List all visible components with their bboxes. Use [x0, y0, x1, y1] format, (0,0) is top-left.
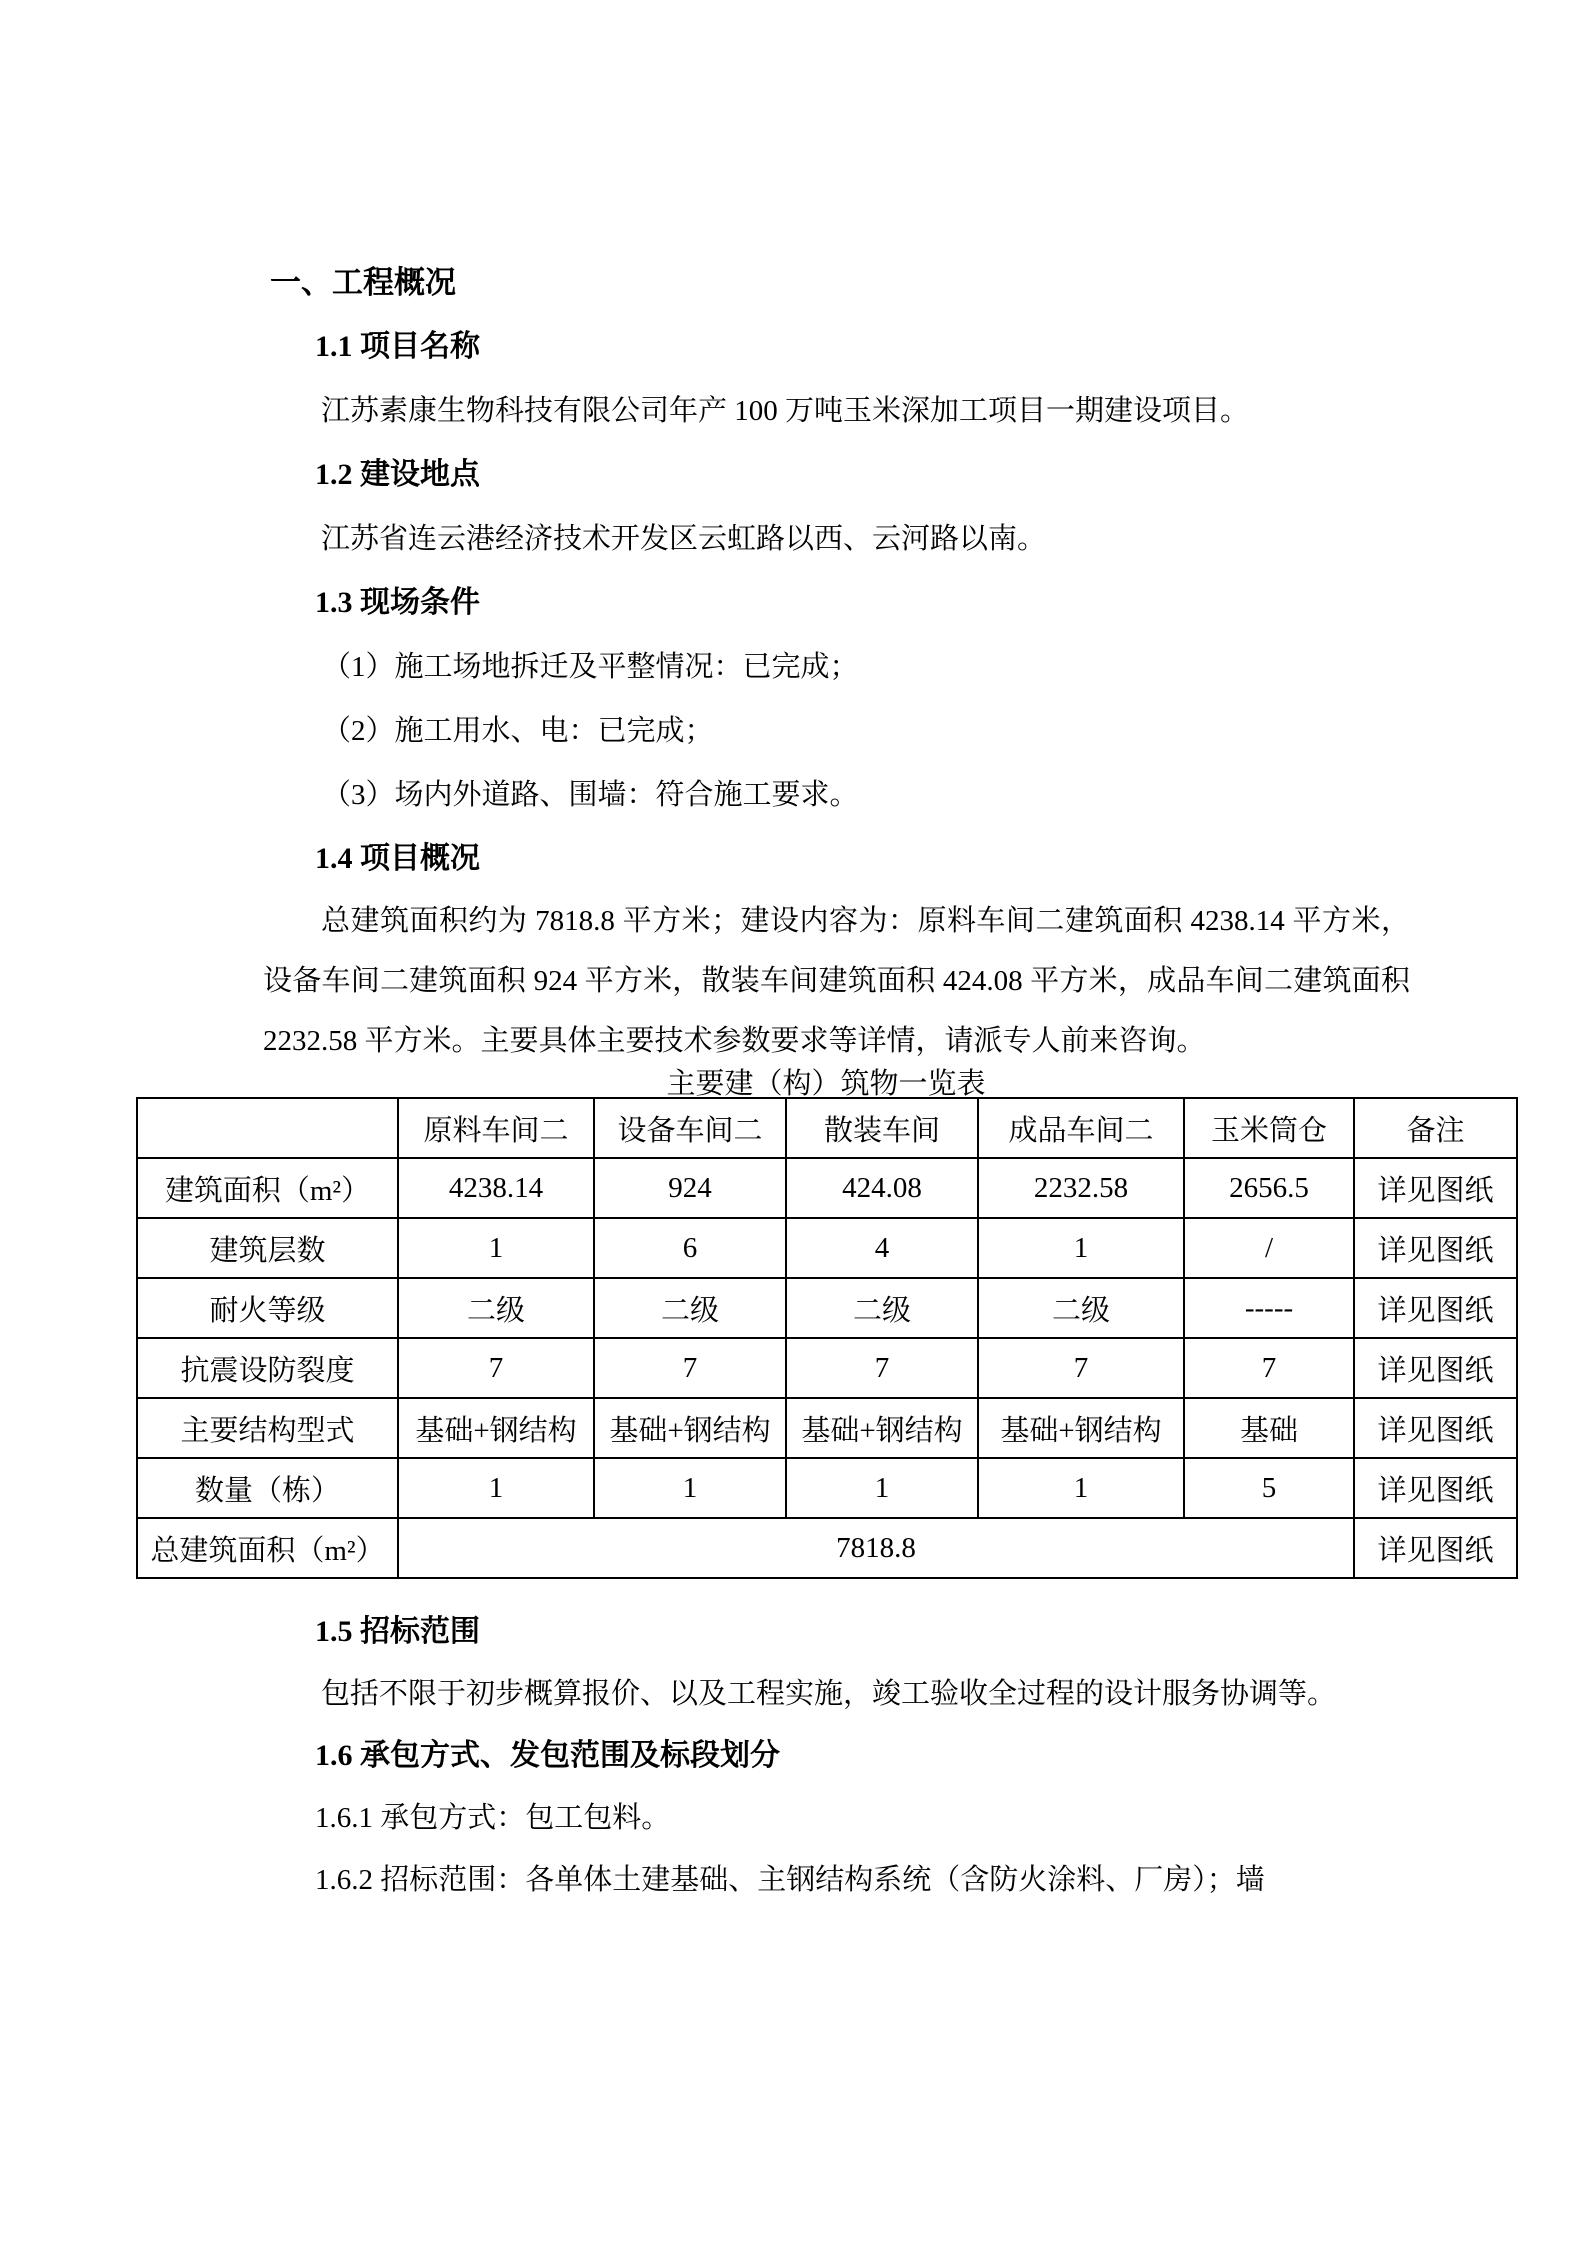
table-row: [137, 1158, 1517, 1218]
table-cell: 6: [594, 1218, 786, 1278]
table-row: [137, 1338, 1517, 1398]
site-condition-item-1: （1）施工场地拆迁及平整情况：已完成；: [322, 651, 859, 683]
paragraph-location: 江苏省连云港经济技术开发区云虹路以西、云河路以南。: [321, 523, 1047, 555]
table-cell: 基础: [1184, 1398, 1354, 1458]
table-cell: 7: [398, 1338, 594, 1398]
table-note-cell: 详见图纸: [1354, 1398, 1517, 1458]
table-row: [137, 1398, 1517, 1458]
paragraph-bid-scope: 包括不限于初步概算报价、以及工程实施，竣工验收全过程的设计服务协调等。: [321, 1678, 1337, 1710]
section-heading-1-2: 1.2 建设地点: [315, 458, 480, 491]
table-note-cell: 详见图纸: [1354, 1278, 1517, 1338]
table-note-cell: 详见图纸: [1354, 1458, 1517, 1518]
table-note-cell: 详见图纸: [1354, 1338, 1517, 1398]
table-note-cell: 详见图纸: [1354, 1158, 1517, 1218]
table-cell: 二级: [398, 1278, 594, 1338]
table-row: [137, 1458, 1517, 1518]
table-row: [137, 1218, 1517, 1278]
table-cell: 1: [978, 1218, 1184, 1278]
table-cell: 7: [978, 1338, 1184, 1398]
table-header-cell: [137, 1098, 398, 1158]
table-cell: 1: [398, 1458, 594, 1518]
table-cell: 二级: [786, 1278, 978, 1338]
table-cell: 924: [594, 1158, 786, 1218]
table-header-cell: 设备车间二: [594, 1098, 786, 1158]
table-note-cell: 详见图纸: [1354, 1218, 1517, 1278]
table-cell: 2656.5: [1184, 1158, 1354, 1218]
table-header-cell: 成品车间二: [978, 1098, 1184, 1158]
paragraph-1-6-2: 1.6.2 招标范围：各单体土建基础、主钢结构系统（含防火涂料、厂房）；墙: [315, 1864, 1265, 1896]
site-condition-item-2: （2）施工用水、电：已完成；: [322, 715, 714, 747]
table-row-label: 建筑层数: [137, 1218, 398, 1278]
section-heading-1-3: 1.3 现场条件: [315, 586, 480, 619]
table-cell: 二级: [594, 1278, 786, 1338]
table-row-label: 耐火等级: [137, 1278, 398, 1338]
table-header-cell: 散装车间: [786, 1098, 978, 1158]
section-heading-1-1: 1.1 项目名称: [315, 330, 480, 363]
table-cell: -----: [1184, 1278, 1354, 1338]
table-cell: 基础+钢结构: [594, 1398, 786, 1458]
table-row: [137, 1518, 1517, 1578]
section-heading-1-6: 1.6 承包方式、发包范围及标段划分: [315, 1739, 780, 1772]
section-heading-1-5: 1.5 招标范围: [315, 1615, 480, 1648]
table-note-cell: 详见图纸: [1354, 1518, 1517, 1578]
table-cell: 5: [1184, 1458, 1354, 1518]
table-cell: /: [1184, 1218, 1354, 1278]
table-caption: 主要建（构）筑物一览表: [666, 1068, 986, 1100]
table-cell: 基础+钢结构: [786, 1398, 978, 1458]
table-header-cell: 备注: [1354, 1098, 1517, 1158]
section-heading-1-4: 1.4 项目概况: [315, 842, 480, 875]
paragraph-project-name: 江苏素康生物科技有限公司年产 100 万吨玉米深加工项目一期建设项目。: [321, 395, 1250, 427]
table-cell: 7: [786, 1338, 978, 1398]
table-body: [137, 1158, 1517, 1578]
table-cell: 二级: [978, 1278, 1184, 1338]
table-cell: 1: [978, 1458, 1184, 1518]
table-row-label: 建筑面积（m²）: [137, 1158, 398, 1218]
paragraph-project-overview: 总建筑面积约为 7818.8 平方米；建设内容为：原料车间二建筑面积 4238.14 平方米，设备车间二建筑面积 924 平方米，散装车间建筑面积 424.08 平方米，成品车间二建筑面积 2232.58 平方米。主要具体主要技术参数要求等详情，请派专人前来咨询。: [263, 905, 1410, 1057]
table-cell: 7: [1184, 1338, 1354, 1398]
table-row-label: 数量（栋）: [137, 1458, 398, 1518]
table-row-label: 总建筑面积（m²）: [137, 1518, 398, 1578]
table-head: [137, 1098, 1517, 1158]
table-row: [137, 1278, 1517, 1338]
table-cell: 基础+钢结构: [978, 1398, 1184, 1458]
table-cell: 4238.14: [398, 1158, 594, 1218]
table-cell: 4: [786, 1218, 978, 1278]
buildings-table: [136, 1097, 1518, 1579]
table-row-label: 抗震设防裂度: [137, 1338, 398, 1398]
table-cell: 基础+钢结构: [398, 1398, 594, 1458]
chapter-heading: 一、工程概况: [270, 265, 456, 300]
table-cell: 1: [398, 1218, 594, 1278]
table-merged-cell: 7818.8: [398, 1518, 1354, 1578]
site-condition-item-3: （3）场内外道路、围墙：符合施工要求。: [322, 779, 859, 811]
table-header-cell: 原料车间二: [398, 1098, 594, 1158]
table-header-cell: 玉米筒仓: [1184, 1098, 1354, 1158]
table-header-row: [137, 1098, 1517, 1158]
table-cell: 424.08: [786, 1158, 978, 1218]
table-cell: 1: [786, 1458, 978, 1518]
table-cell: 1: [594, 1458, 786, 1518]
paragraph-1-6-1: 1.6.1 承包方式：包工包料。: [315, 1802, 671, 1834]
table-cell: 2232.58: [978, 1158, 1184, 1218]
table-cell: 7: [594, 1338, 786, 1398]
table-row-label: 主要结构型式: [137, 1398, 398, 1458]
